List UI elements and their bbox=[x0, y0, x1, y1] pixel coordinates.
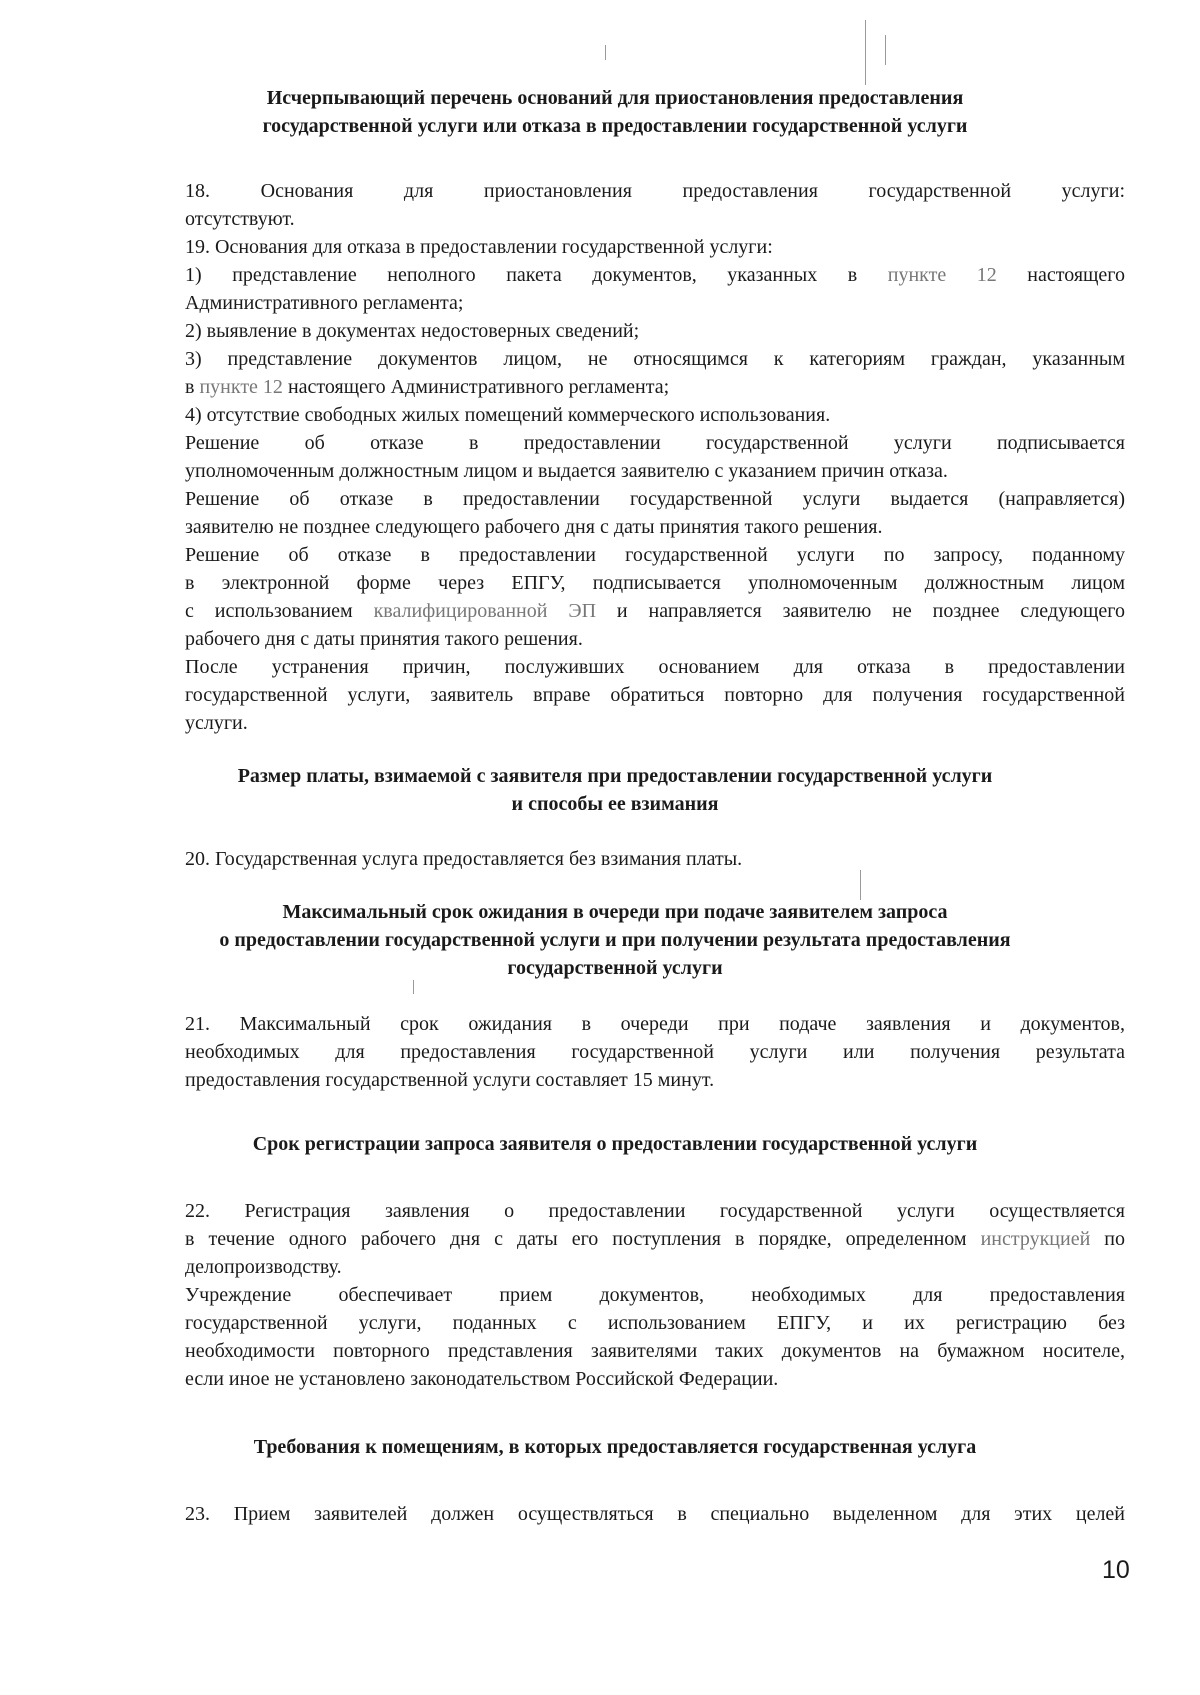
page-number: 10 bbox=[1102, 1556, 1130, 1584]
paragraph-after-elimination: После устранения причин, послуживших основанием для отказа в предоставлении государственной услуги, заявитель вправе обратиться повторно для получения государственной услуги. bbox=[185, 656, 1125, 734]
section-heading-registration: Срок регистрации запроса заявителя о предоставлении государственной услуги bbox=[252, 1133, 978, 1155]
paragraph-23: 23. Прием заявителей должен осуществляться в специально выделенном для этих целей bbox=[185, 1503, 1125, 1525]
section-heading-grounds: Исчерпывающий перечень оснований для приостановления предоставления государственной услуги или отказа в предоставлении государственной услуги bbox=[262, 87, 968, 137]
paragraph-20: 20. Государственная услуга предоставляется без взимания платы. bbox=[185, 848, 743, 870]
paragraph-refusal-electronic: Решение об отказе в предоставлении государственной услуги по запросу, поданному в электронной форме через ЕПГУ, подписывается уполномоченным должностным лицом с использованием квалифицированной ЭП и направляется заявителю не позднее следующего рабочего дня с даты принятия такого решения. bbox=[185, 544, 1126, 650]
paragraph-refusal-issue: Решение об отказе в предоставлении государственной услуги выдается (направляется) заявителю не позднее следующего рабочего дня с даты принятия такого решения. bbox=[185, 488, 1125, 538]
paragraph-institution: Учреждение обеспечивает прием документов, необходимых для предоставления государственной услуги, поданных с использованием ЕПГУ, и их регистрацию без необходимости повторного представления заявителями таких документов на бумажном носителе, если иное не установлено законодательством Российской Федерации. bbox=[185, 1284, 1125, 1390]
scan-artifact bbox=[413, 980, 414, 994]
paragraph-22: 22. Регистрация заявления о предоставлении государственной услуги осуществляется в течение одного рабочего дня с даты его поступления в порядке, определенном инструкцией по делопроизводству. bbox=[185, 1200, 1125, 1278]
section-heading-fee: Размер платы, взимаемой с заявителя при предоставлении государственной услуги и способы ее взимания bbox=[237, 765, 993, 815]
paragraph-refusal-signing: Решение об отказе в предоставлении государственной услуги подписывается уполномоченным должностным лицом и выдается заявителю с указанием причин отказа. bbox=[185, 432, 1125, 482]
link-point-12[interactable]: пункте 12 bbox=[887, 264, 997, 286]
scan-artifact bbox=[605, 45, 606, 60]
paragraph-21: 21. Максимальный срок ожидания в очереди при подаче заявления и документов, необходимых для предоставления государственной услуги или получения результата предоставления государственной услуги составляет 15 минут. bbox=[185, 1013, 1125, 1091]
paragraph-18: 18. Основания для приостановления предоставления государственной услуги: отсутствуют. bbox=[185, 180, 1125, 230]
list-item-4: 4) отсутствие свободных жилых помещений коммерческого использования. bbox=[185, 404, 831, 426]
link-instruction[interactable]: инструкцией bbox=[980, 1228, 1091, 1250]
link-point-12[interactable]: пункте 12 bbox=[199, 376, 283, 398]
list-item-3: 3) представление документов лицом, не относящимся к категориям граждан, указанным в пункте 12 настоящего Административного регламента; bbox=[185, 348, 1125, 398]
scan-artifact bbox=[860, 870, 861, 900]
link-qualified-signature[interactable]: квалифицированной ЭП bbox=[373, 600, 597, 622]
section-heading-waiting-time: Максимальный срок ожидания в очереди при подаче заявителем запроса о предоставлении государственной услуги и при получении результата предоставления государственной услуги bbox=[219, 901, 1011, 979]
list-item-2: 2) выявление в документах недостоверных сведений; bbox=[185, 320, 640, 342]
scan-artifact bbox=[885, 35, 886, 65]
paragraph-19: 19. Основания для отказа в предоставлении государственной услуги: bbox=[185, 236, 773, 258]
list-item-1: 1) представление неполного пакета документов, указанных в пункте 12 настоящего Административного регламента; bbox=[185, 264, 1126, 314]
section-heading-premises: Требования к помещениям, в которых предоставляется государственная услуга bbox=[253, 1436, 977, 1458]
scan-artifact bbox=[865, 20, 866, 85]
